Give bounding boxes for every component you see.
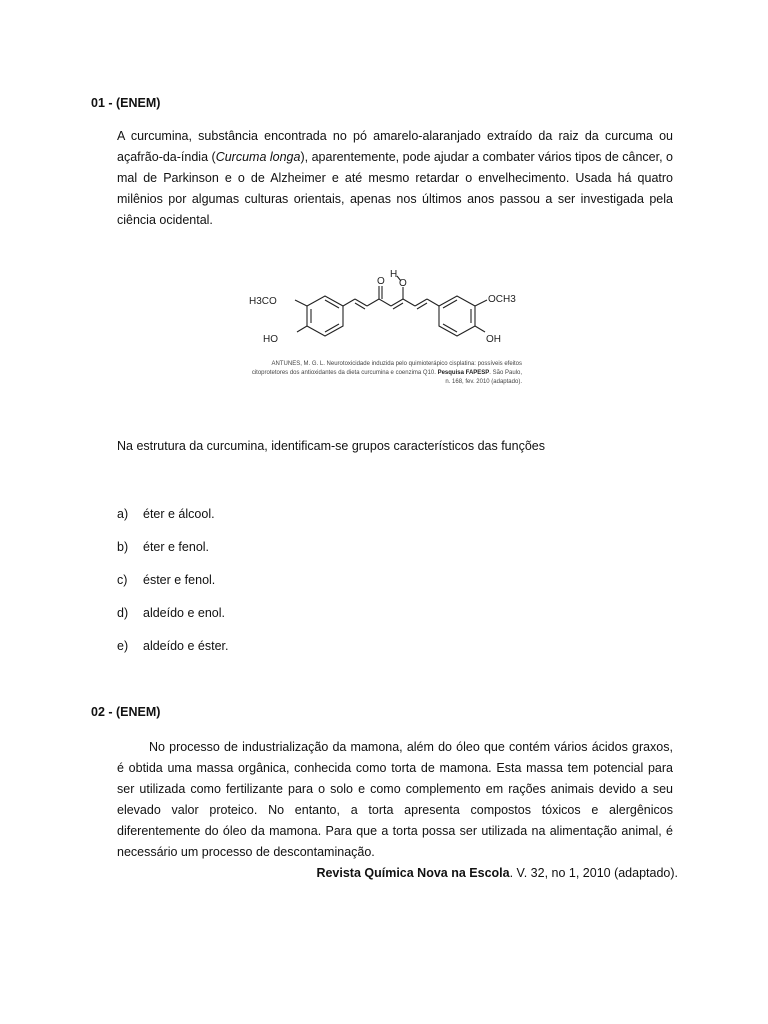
figure-reference-bold: Pesquisa FAPESP — [437, 370, 490, 376]
option-text: aldeído e enol. — [143, 606, 226, 620]
question-1-text-part-b: ), aparentemente, pode ajudar a combater vários tipos de câncer, o mal de Parkinson e o de Alzheimer e até mesmo retardar o envelhecimento. Usada há quatro milênios por algumas culturas orientais, apenas nos últimos anos passou a ser investigada pela ciência ocidental. — [117, 150, 674, 227]
source-details: . V. 32, no 1, 2010 (adaptado). — [509, 866, 678, 880]
label-oh: OH — [486, 334, 501, 345]
option-e[interactable] — [117, 639, 228, 653]
question-1-text-part-a: A curcumina, substância encontrada no pó amarelo-alaranjado extraído da raiz da curcuma ou açafrão-da-índia ( — [117, 129, 673, 164]
option-letter: e) — [117, 639, 129, 653]
option-b[interactable] — [117, 540, 209, 554]
option-letter: b) — [117, 540, 129, 554]
label-h: H — [390, 269, 398, 280]
label-h3co: H3CO — [249, 296, 277, 307]
question-2-source — [316, 866, 678, 880]
option-c[interactable] — [117, 573, 215, 587]
option-a[interactable] — [117, 507, 215, 521]
option-text: aldeído e éster. — [143, 639, 229, 653]
question-2-text: No processo de industrialização da mamona, além do óleo que contém vários ácidos graxos, é obtida uma massa orgânica, conhecida como torta de mamona. Esta massa tem potencial para ser utilizada como fertilizante para o solo e como complemento em rações animais devido a seu elevado valor proteico. No entanto, a torta apresenta compostos tóxicos e alergênicos diferentemente do óleo da mamona. Para que a torta possa ser utilizada na alimentação animal, é necessário um processo de descontaminação. — [117, 740, 673, 859]
figure-reference — [250, 360, 522, 387]
right-benzene-ring — [439, 296, 475, 336]
question-1-stem: Na estrutura da curcumina, identificam-se grupos característicos das funções — [117, 439, 545, 453]
question-1-text — [117, 126, 673, 231]
option-letter: c) — [117, 573, 128, 587]
label-enol-o: O — [399, 278, 407, 289]
curcumin-structure-diagram — [241, 262, 531, 362]
label-och3: OCH3 — [488, 294, 516, 305]
figure-reference-tail: . São Paulo, n. 168, fev. 2010 (adaptado). — [445, 370, 522, 385]
option-text: éster e fenol. — [143, 573, 216, 587]
label-ho: HO — [263, 334, 278, 345]
option-letter: a) — [117, 507, 129, 521]
figure-reference-text: ANTUNES, M. G. L. Neurotoxicidade induzida pelo quimioterápico cisplatina: possíveis efeitos citoprotetores dos antioxidantes da dieta curcumina e coenzima Q10. — [251, 361, 522, 376]
label-ketone-o: O — [377, 276, 385, 287]
option-d[interactable] — [117, 606, 225, 620]
option-text: éter e fenol. — [143, 540, 210, 554]
option-letter: d) — [117, 606, 129, 620]
option-text: éter e álcool. — [143, 507, 215, 521]
source-journal: Revista Química Nova na Escola — [316, 866, 510, 880]
question-1-heading: 01 - (ENEM) — [91, 96, 161, 110]
left-benzene-ring — [307, 296, 343, 336]
question-1-text-italic: Curcuma longa — [215, 150, 301, 164]
question-2-heading: 02 - (ENEM) — [91, 705, 161, 719]
